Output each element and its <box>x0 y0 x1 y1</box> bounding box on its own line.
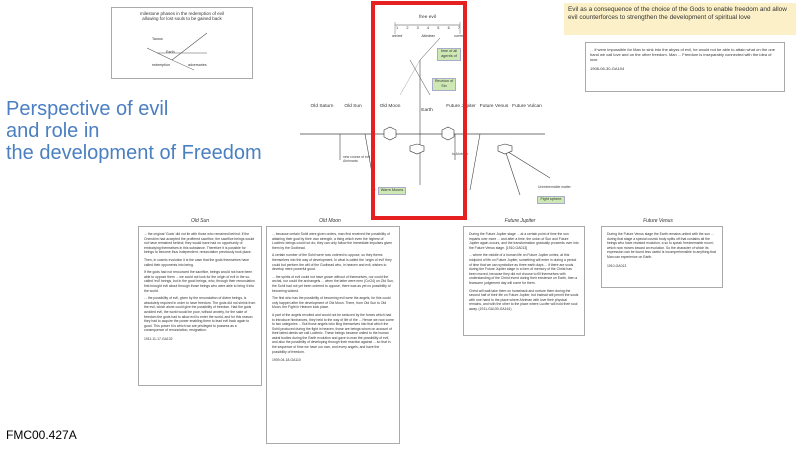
ahrimanic-note: new course of evil Ahrimanic <box>343 155 371 163</box>
phase-cell: 2 <box>406 26 409 30</box>
card-label-old-moon: Old Moon <box>319 218 341 224</box>
planet-future-venus: Future Venus <box>479 104 509 109</box>
card-paragraph: Christ will wait take them on horseback and nurture them during the second half of their life on Future Jupiter, but instead will permit the souls with one hand to the place where Ahriman with love their physical remains, and with the other to the place where Lucifer will hold their soul away. (1911-GA130-GA161) <box>469 288 579 311</box>
card-ref: 1910-GA013 <box>607 263 627 268</box>
planet-old-saturn: Old Saturn <box>310 104 334 109</box>
green-box-warm-moons: Warm Moons <box>378 187 406 195</box>
card-paragraph: If the gods had not renounced the sacrifice, beings would not have been able to oppose them ... we could not look for the origin of evil in the so-called 'evil' beings, but in the good beings, who, through their renunciation first brought evil about through those beings who were able to bring it into the world. <box>144 270 255 293</box>
phase-cell: 1 <box>396 26 399 30</box>
planet-old-sun: Old Sun <box>344 104 362 109</box>
title-line-1: Perspective of evil <box>6 98 169 120</box>
card-old-moon <box>266 226 400 444</box>
card-label-future-jupiter: Future Jupiter <box>504 218 536 224</box>
phase-cell: 5 <box>437 26 440 30</box>
planet-earth: Earth <box>421 108 433 113</box>
card-future-jupiter <box>463 226 585 336</box>
title-line-2: and role in <box>6 120 100 142</box>
title-line-3: the development of Freedom <box>6 142 262 164</box>
freedom-quote-text: . . if were impossible for Man to sink into the abyss of evil, he would not be able to attain what on the one hand we call love and on the other freedom. Man ... Freedom is inseparably connected with the idea of love. <box>590 47 775 62</box>
unredeemable-matter-note: Unredeemable matter <box>538 185 571 189</box>
card-paragraph: The first who has the possibility of becoming evil were the angels, for this could only happen after the development of Old Moon. There, from Old Sun to Old Moon, the Fight in Heaven took place. <box>272 296 391 310</box>
phase-cell: 3 <box>416 26 419 30</box>
card-label-future-venus: Future Venus <box>643 218 673 224</box>
phase-sub-label: current <box>454 34 464 38</box>
green-box-fight-sphere: Fight sphere <box>537 196 565 204</box>
card-paragraph: Then, in cosmic evolution it is the case that the gods themselves have called their opponents into being. <box>144 257 249 267</box>
card-paragraph: ... the spirits of evil could not have grown without of themselves, nor could the archai, nor could the archangels ... when the latter were men (CoO4) on Old Sun, the Sohil had not yet been ordered to oppose, there was as yet no possibility of becoming wicked. <box>272 274 394 293</box>
phase-cell: 4 <box>426 26 430 30</box>
green-box-reunion: Reunion of Sin <box>432 78 456 91</box>
phase-label-a: Taurus <box>152 37 163 41</box>
card-label-old-sun: Old Sun <box>190 218 210 224</box>
phase-sub-label: ancient <box>392 34 403 38</box>
phase-label-c: redemption <box>152 63 170 67</box>
card-paragraph: ... the possibility of evil, given by the renunciation of divine beings, is absolutely required in order to have freedom. The gods did not shrink from the evil, which alone could give the possibility of freedom. Had the gods avoided evil, the world would be poor, without anxiety, for the sake of freedom the gods had to allow evil to enter the world, and for this reason they had to acquire the power enabling them to lead evil back again to good. This power it is which we are privileged to possess as a consequence of renunciation, resignation. <box>144 296 256 333</box>
planet-future-vulcan: Future Vulcan <box>512 104 542 109</box>
card-paragraph: A part of the angels revolted and would not be seduced by the forces which had to introduce hindrances, they held to the way of life of the ... Hence we now come to two categories ... But those angels who fling themselves into that which the Sohil produced during the fight in heaven, those are beings whom on account of their latest deeds we call Luciferic. These beings became united to the human astral bodies during the Earth evolution and gave to man the possibility of evil, and also the possibility of developing through their reaction against ... so that in the sequence of time we have our own, and every angels, and have the possibility of freedom. <box>272 312 394 354</box>
phase-label-b: Earth <box>166 50 175 54</box>
green-box-agents: time of all agents of <box>437 48 461 61</box>
card-paragraph: A certain number of the Sohil were now ordered to oppose, so they thems themselves into the way of development. In what is called the 'origin of evil' they could but perform the will of the Godhead who, in heaven and evil, wishes to develop mere powerful good. <box>272 253 392 272</box>
phase-label-d: adversaries <box>188 63 207 67</box>
card-paragraph: During the Future Venus stage the Earth remains united with the sun ... during that stage a special cosmic body splits off that contains all the beings who have resisted evolution, a so to speak 'irredeemable moon', which now moves toward an evolution. So the character of which its expression can be found less useful is incomprehensible to anything that Man can experience on Earth. <box>607 232 716 259</box>
earth-highlight-frame <box>371 1 467 220</box>
ahriman-note: to Ahriman <box>452 152 469 156</box>
card-future-venus <box>601 226 723 288</box>
milestone-phases-title-1: milestone phases in the redemption of evil <box>139 11 225 16</box>
figure-code: FMC00.427A <box>6 428 77 442</box>
card-paragraph: During the Future Jupiter stage ... at a certain point of time the sun imparts over more ... and after a time, the union of Sun and Future Jupiter again occurs, and the transformation gradually proceeds over into the Future Venus stage. [1910-GA013] <box>469 232 579 250</box>
free-evil-label: free evil <box>419 15 436 20</box>
phase-sub-label: Atlantean <box>421 34 435 38</box>
planet-old-moon: Old Moon <box>379 104 401 109</box>
marker-future-venus <box>498 144 512 154</box>
card-paragraph: ... because certain Sohil were given orders, man first received the possibility of attaining their goal by their own strength, a thing which even the highest of Luciferic beings could not do; they can only follow the immediate impulses given them by the Godhead. <box>272 232 393 250</box>
phase-cell: 6 <box>447 26 450 30</box>
card-old-sun <box>138 226 262 386</box>
card-ref: 1911-11-17-GA132 <box>144 336 173 341</box>
evil-consequence-note: Evil as a consequence of the choice of the Gods to enable freedom and allow evil counterforces to strengthen the development of spiritual love <box>564 3 796 35</box>
freedom-quote-ref: 1908-06-30-GA104 <box>590 66 625 71</box>
milestone-phases-title-2: allowing for lost souls to be gained back <box>142 16 222 21</box>
planet-future-jupiter: Future Jupiter <box>446 104 476 109</box>
card-paragraph: ... where the middle of a human life on Future Jupiter unites, at this midpoint of life on Future Jupiter, something will enter in during a period of time that we can symbolize as three earth days ... if there are souls during the Future Jupiter stage in a form of memory of the Christ has been moved, because they did not choose to fill themselves with understanding of the Christ event during their existence on Earth, then a fearsome judgement day will come for them. <box>469 253 578 285</box>
card-ref: 1909-04-18-GA110 <box>272 358 301 363</box>
card-paragraph: ... the original 'Gods' did not lie with those who remained behind. If the Cherubim had accepted the proffered sacrifice, the sacrifice beings would not have remained behind; they would have had no opportunity of embodying themselves in this substance. Therefore it is possible for beings to become thus independent, renunciation previously took place. <box>144 232 255 255</box>
phase-cell: 7 <box>457 26 460 30</box>
